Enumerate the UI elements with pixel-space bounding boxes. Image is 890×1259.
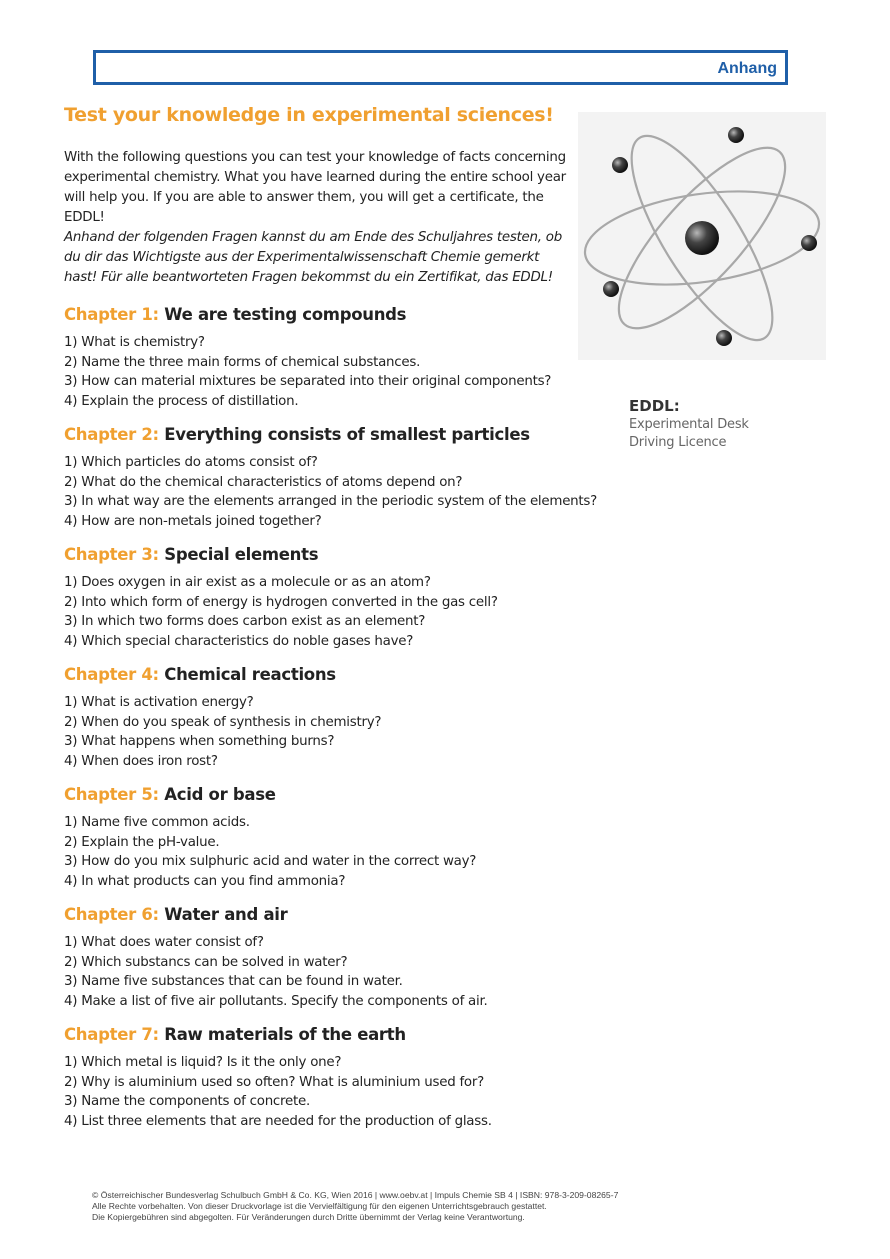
section-label: Anhang xyxy=(717,60,777,77)
question: 1) Name five common acids. xyxy=(64,815,250,830)
header-bar xyxy=(93,50,788,85)
question: 3) How can material mixtures be separated into their original components? xyxy=(64,374,552,389)
question: 1) Does oxygen in air exist as a molecule or as an atom? xyxy=(64,575,431,590)
chapter-heading xyxy=(64,303,624,327)
chapter-list xyxy=(64,303,624,1143)
chapter-title: Raw materials of the earth xyxy=(164,1025,406,1044)
chapter-4 xyxy=(64,663,624,771)
chapter-1 xyxy=(64,303,624,411)
copyright-footer xyxy=(92,1190,792,1223)
question: 1) What is chemistry? xyxy=(64,335,205,350)
eddl-line-2: Driving Licence xyxy=(629,435,727,450)
intro-english: With the following questions you can test your knowledge of facts concerning experimental chemistry. What you have learned during the entire school year will help you. If you are able to answer them, you will get a certificate, the EDDL! xyxy=(64,150,566,225)
question: 4) When does iron rost? xyxy=(64,753,218,769)
chapter-number: Chapter 3: xyxy=(64,545,159,564)
page-title: Test your knowledge in experimental sciences! xyxy=(64,104,554,126)
question: 3) In which two forms does carbon exist as an element? xyxy=(64,614,426,629)
question: 1) What is activation energy? xyxy=(64,695,254,710)
chapter-title: We are testing compounds xyxy=(164,305,407,324)
question: 1) Which metal is liquid? Is it the only one? xyxy=(64,1055,342,1070)
question: 2) Why is aluminium used so often? What is aluminium used for? xyxy=(64,1074,484,1090)
question: 4) Make a list of five air pollutants. Specify the components of air. xyxy=(64,993,488,1009)
question: 4) In what products can you find ammonia? xyxy=(64,873,346,889)
chapter-title: Special elements xyxy=(164,545,319,564)
intro xyxy=(64,148,569,288)
chapter-2 xyxy=(64,423,624,531)
chapter-6 xyxy=(64,903,624,1011)
footer-line: Die Kopiergebühren sind abgegolten. Für Veränderungen durch Dritte übernimmt der Verlag keine Verantwortung. xyxy=(92,1212,525,1222)
chapter-number: Chapter 5: xyxy=(64,785,159,804)
eddl-title: EDDL: xyxy=(629,397,680,415)
question: 2) Into which form of energy is hydrogen converted in the gas cell? xyxy=(64,594,498,610)
question: 3) What happens when something burns? xyxy=(64,734,335,749)
eddl-line-1: Experimental Desk xyxy=(629,417,749,432)
question: 2) When do you speak of synthesis in chemistry? xyxy=(64,714,382,730)
question: 3) Name the components of concrete. xyxy=(64,1094,310,1109)
question: 2) What do the chemical characteristics of atoms depend on? xyxy=(64,474,463,490)
chapter-heading xyxy=(64,423,624,447)
chapter-title: Acid or base xyxy=(164,785,276,804)
question: 4) Which special characteristics do noble gases have? xyxy=(64,633,414,649)
question: 1) What does water consist of? xyxy=(64,935,264,950)
chapter-heading xyxy=(64,663,624,687)
chapter-title: Water and air xyxy=(164,905,288,924)
question: 3) In what way are the elements arranged in the periodic system of the elements? xyxy=(64,494,597,509)
question: 4) How are non-metals joined together? xyxy=(64,513,322,529)
intro-german: Anhand der folgenden Fragen kannst du am Ende des Schuljahres testen, ob du dir das Wichtigste aus der Experimentalwissenschaft Chemie gemerkt hast! Für alle beantworteten Fragen bekommst du ein Zertifikat, das EDDL! xyxy=(64,230,562,285)
chapter-title: Chemical reactions xyxy=(164,665,336,684)
footer-line: Alle Rechte vorbehalten. Von dieser Druckvorlage ist die Vervielfältigung für den eigenen Unterrichtsgebrauch gestattet. xyxy=(92,1201,547,1211)
chapter-number: Chapter 6: xyxy=(64,905,159,924)
question: 2) Which substancs can be solved in water? xyxy=(64,954,348,970)
question: 3) How do you mix sulphuric acid and water in the correct way? xyxy=(64,854,477,869)
chapter-3 xyxy=(64,543,624,651)
question: 1) Which particles do atoms consist of? xyxy=(64,455,318,470)
footer-line: © Österreichischer Bundesverlag Schulbuch GmbH & Co. KG, Wien 2016 | www.oebv.at | Impuls Chemie SB 4 | ISBN: 978-3-209-08265-7 xyxy=(92,1190,619,1200)
chapter-heading xyxy=(64,903,624,927)
chapter-7 xyxy=(64,1023,624,1131)
chapter-heading xyxy=(64,783,624,807)
chapter-number: Chapter 4: xyxy=(64,665,159,684)
chapter-heading xyxy=(64,1023,624,1047)
question: 2) Name the three main forms of chemical substances. xyxy=(64,354,421,370)
chapter-number: Chapter 1: xyxy=(64,305,159,324)
chapter-number: Chapter 2: xyxy=(64,425,159,444)
chapter-heading xyxy=(64,543,624,567)
question: 4) List three elements that are needed for the production of glass. xyxy=(64,1113,492,1129)
chapter-5 xyxy=(64,783,624,891)
question: 2) Explain the pH-value. xyxy=(64,834,220,850)
chapter-title: Everything consists of smallest particles xyxy=(164,425,530,444)
question: 3) Name five substances that can be found in water. xyxy=(64,974,403,989)
chapter-number: Chapter 7: xyxy=(64,1025,159,1044)
eddl-caption xyxy=(629,396,829,452)
question: 4) Explain the process of distillation. xyxy=(64,393,299,409)
